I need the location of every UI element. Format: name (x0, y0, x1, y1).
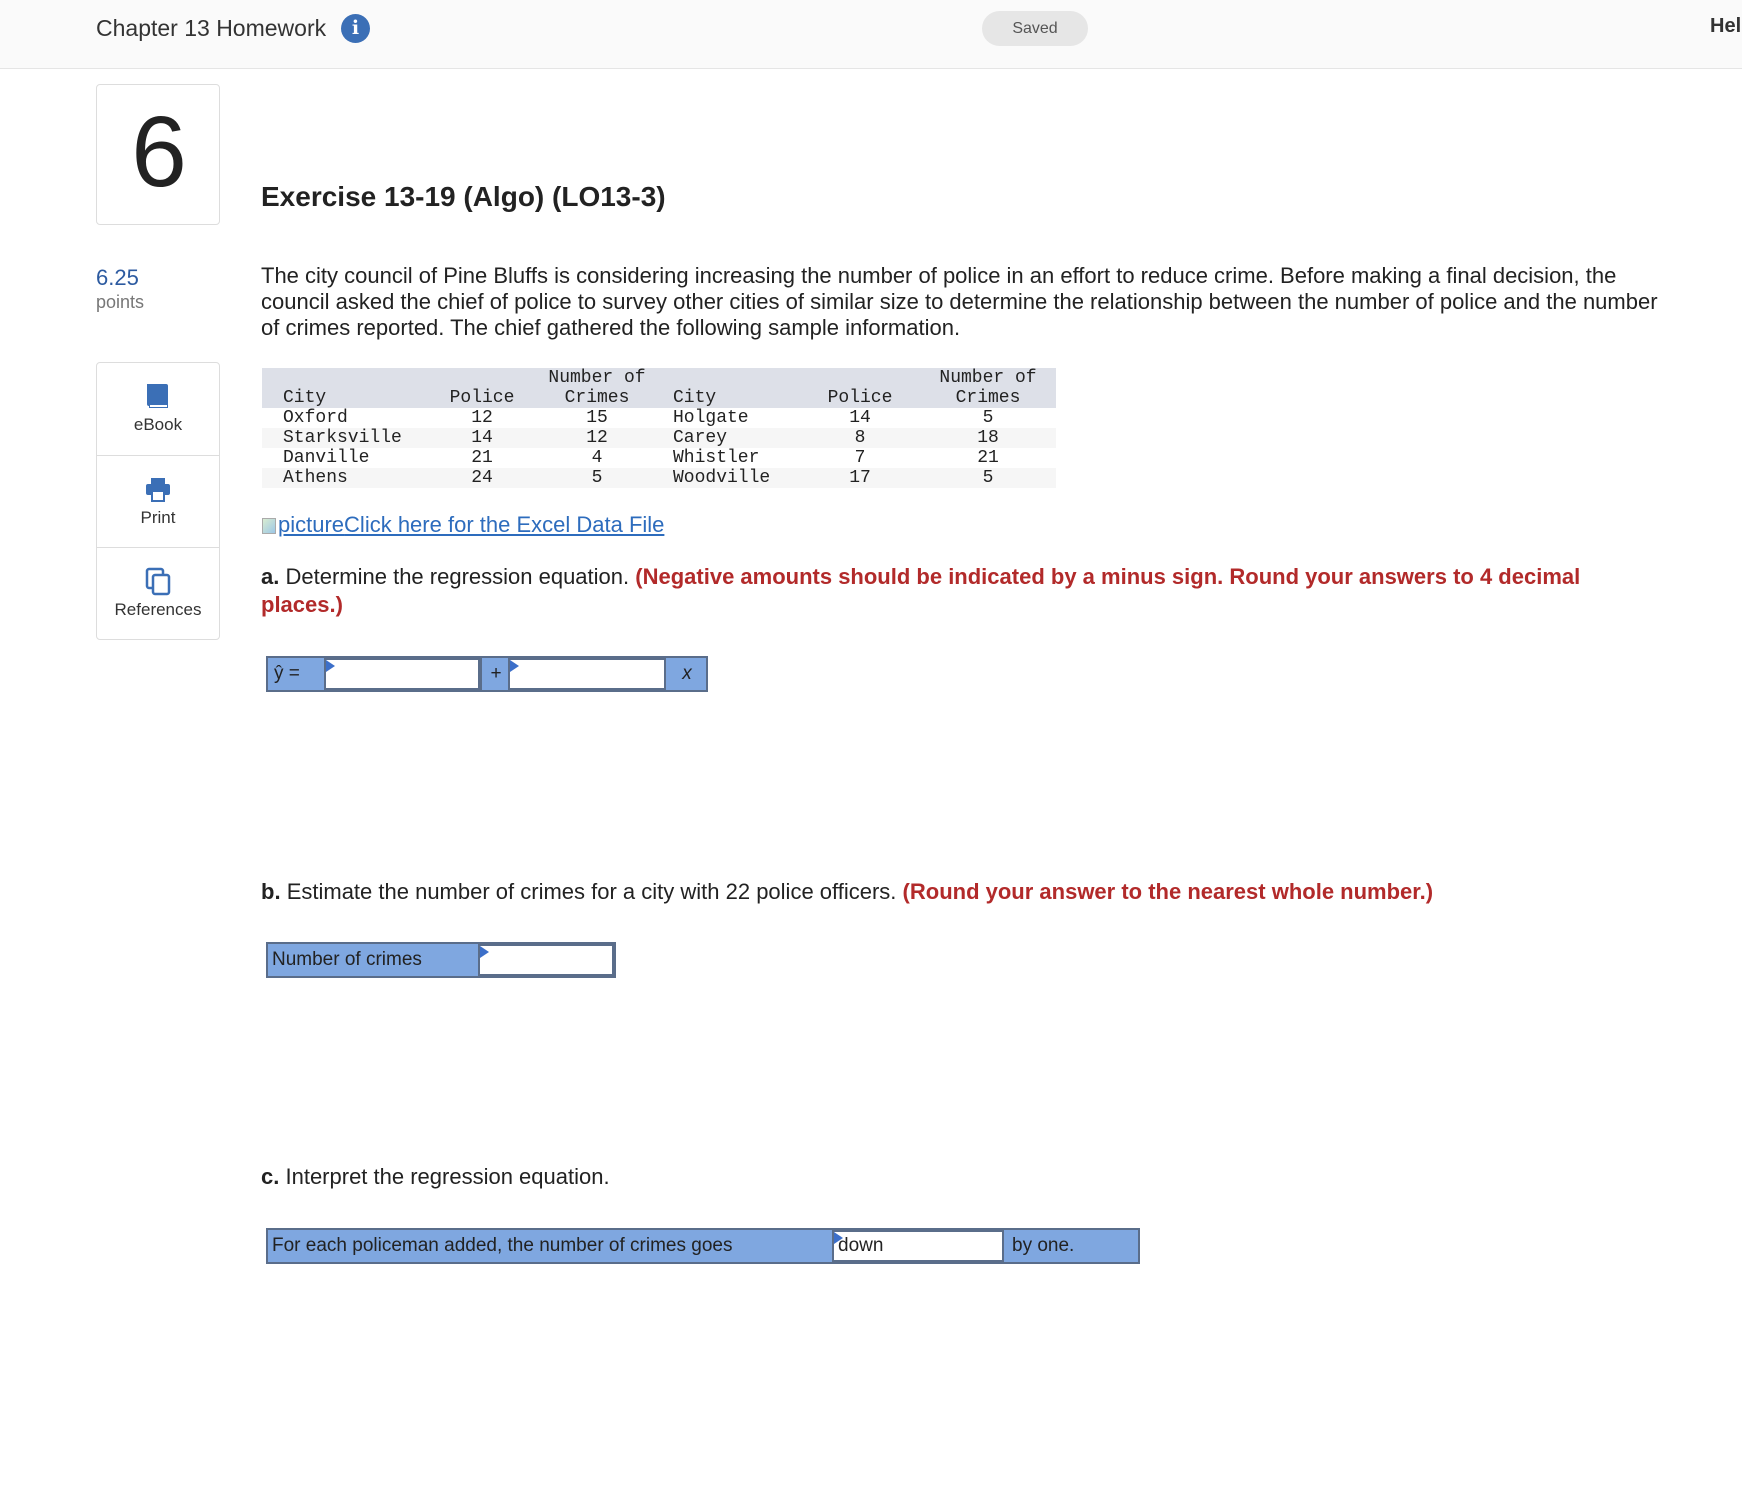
table-row: Athens 24 5 Woodville 17 5 (262, 468, 1056, 488)
points-value: 6.25 (96, 265, 139, 290)
table-row: Starksville 14 12 Carey 8 18 (262, 428, 1056, 448)
exercise-title: Exercise 13-19 (Algo) (LO13-3) (261, 181, 666, 212)
saved-status-badge: Saved (982, 11, 1088, 46)
question-number: 6 (131, 96, 187, 208)
intercept-input[interactable] (324, 658, 480, 690)
excel-link-text: Click here for the Excel Data File (344, 512, 665, 537)
x-variable: x (682, 663, 692, 684)
interpretation-prefix: For each policeman added, the number of crimes goes (272, 1235, 733, 1256)
top-bar (0, 0, 1742, 69)
slope-input[interactable] (508, 658, 666, 690)
part-c-prompt: c. Interpret the regression equation. (261, 1164, 610, 1189)
input-marker-icon (834, 1232, 843, 1244)
yhat-label: ŷ = (274, 663, 300, 684)
number-of-crimes-input[interactable] (478, 944, 614, 976)
book-icon (143, 381, 173, 411)
data-table (262, 368, 1056, 488)
number-of-crimes-label: Number of crimes (272, 949, 422, 970)
direction-selected-value: down (838, 1235, 884, 1256)
problem-intro: The city council of Pine Bluffs is considering increasing the number of police in an effort to reduce crime. Before making a final decision, the council asked the chief of police to survey other cities of similar size to determine the relationship between the number of police and the number of crimes reported. The chief gathered the following sample information. (261, 263, 1658, 340)
part-a-prompt: a. Determine the regression equation. (Negative amounts should be indicated by a minus sign. Round your answers to 4 decimal places.) (261, 564, 1581, 617)
input-marker-icon (480, 946, 489, 958)
question-number-box (96, 84, 220, 225)
ebook-button[interactable] (97, 363, 219, 455)
input-marker-icon (510, 660, 519, 672)
table-header-police-2: Police (800, 368, 920, 408)
part-b-instruction: (Round your answer to the nearest whole number.) (902, 879, 1434, 904)
table-row: Oxford 12 15 Holgate 14 5 (262, 408, 1056, 428)
info-icon[interactable]: i (341, 14, 370, 43)
points-label: points (96, 292, 145, 312)
print-label: Print (140, 508, 176, 527)
part-b-prompt: b. Estimate the number of crimes for a city with 22 police officers. (Round your answer to the nearest whole number.) (261, 879, 1434, 904)
input-marker-icon (326, 660, 335, 672)
references-label: References (114, 600, 202, 619)
divider (480, 658, 482, 690)
part-a-instruction: (Negative amounts should be indicated by a minus sign. Round your answers to 4 decimal places.) (261, 564, 1581, 617)
tools-panel (96, 362, 220, 640)
assignment-title: Chapter 13 Homework (96, 15, 327, 41)
table-header-city-1: City (262, 368, 422, 408)
interpretation-row (266, 1228, 1140, 1264)
crimes-estimate-row (266, 942, 616, 978)
excel-link-alt: picture (278, 512, 345, 537)
table-header-police-1: Police (422, 368, 542, 408)
excel-data-link[interactable] (262, 512, 664, 538)
printer-icon (143, 474, 173, 504)
print-button[interactable] (97, 455, 219, 547)
direction-select[interactable] (832, 1230, 1004, 1262)
help-link[interactable]: Hel (1710, 15, 1742, 37)
plus-sign: + (490, 663, 502, 684)
interpretation-suffix: by one. (1012, 1235, 1075, 1256)
table-header-city-2: City (652, 368, 800, 408)
ebook-label: eBook (133, 415, 183, 434)
broken-image-icon (262, 518, 276, 534)
table-row: Danville 21 4 Whistler 7 21 (262, 448, 1056, 468)
table-header-crimes-2: Number of Crimes (920, 368, 1056, 408)
table-header-crimes-1: Number of Crimes (542, 368, 652, 408)
regression-equation-row (266, 656, 708, 692)
references-button[interactable] (97, 547, 219, 639)
copy-icon (143, 566, 173, 596)
